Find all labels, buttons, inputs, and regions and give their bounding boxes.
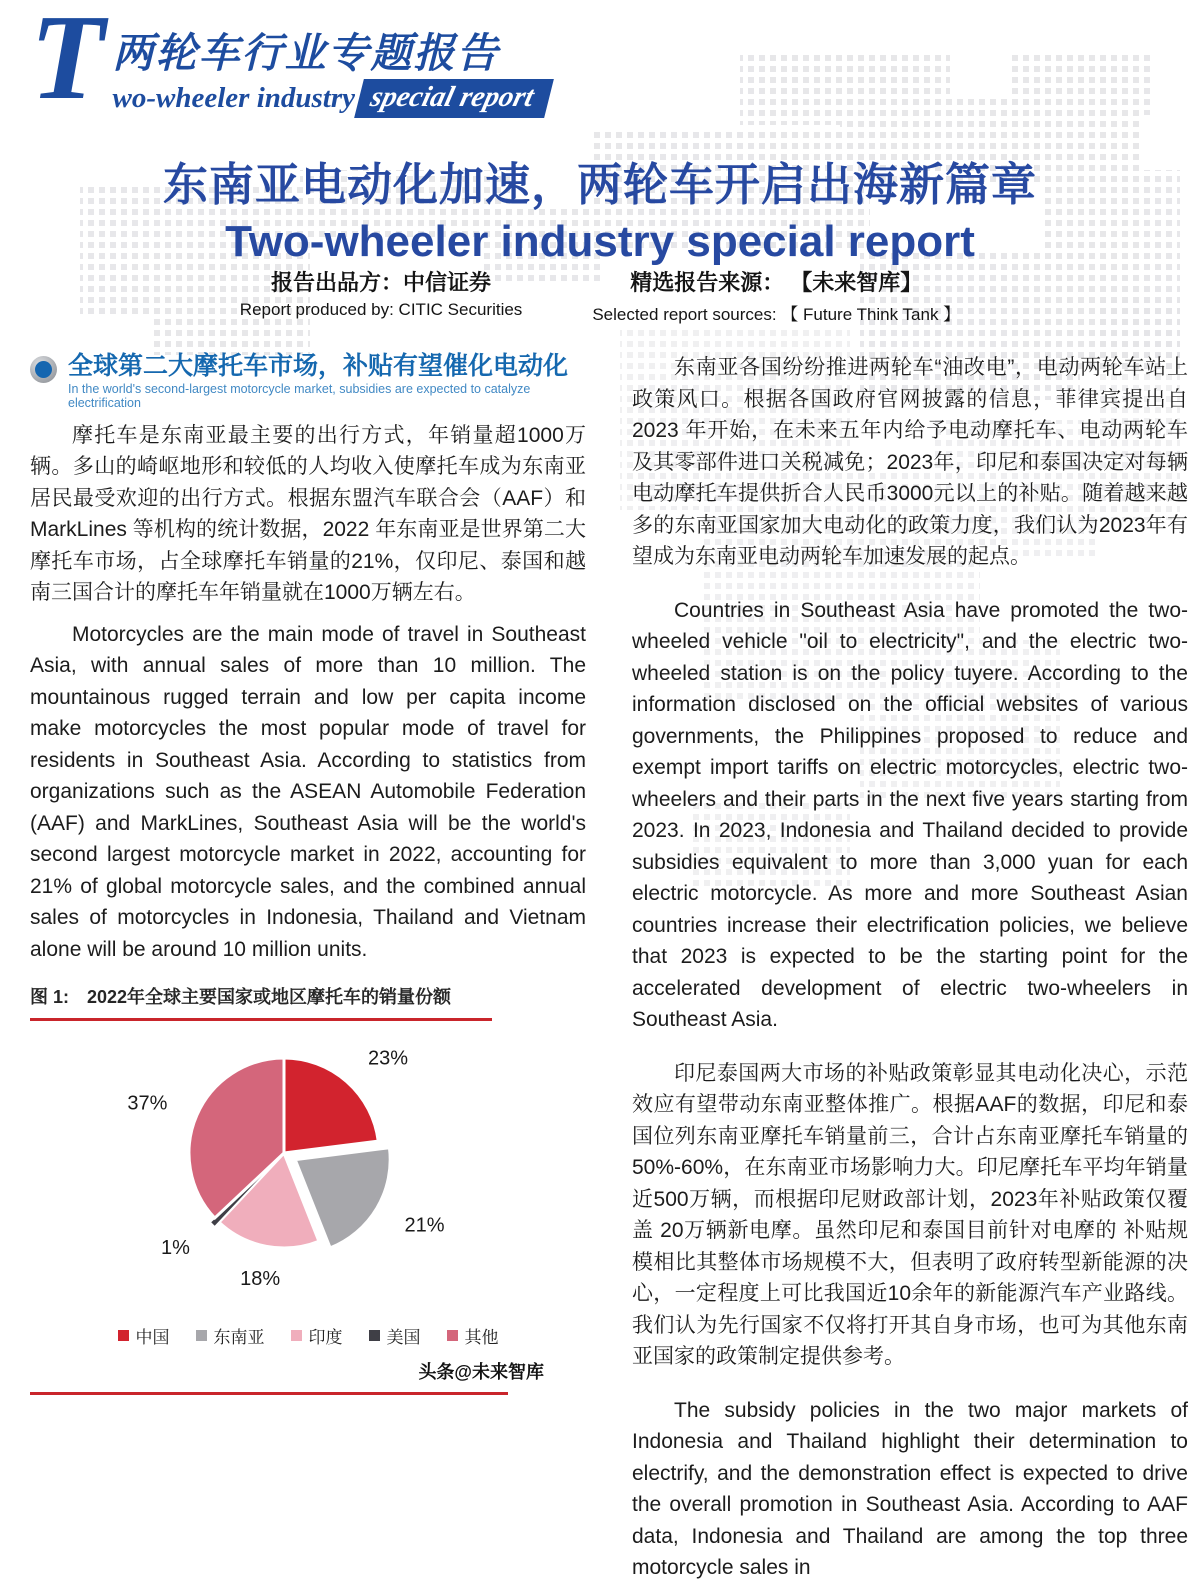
legend-label: 美国 <box>386 1328 421 1348</box>
legend-label: 东南亚 <box>213 1328 265 1348</box>
legend-swatch-icon <box>196 1330 207 1341</box>
legend-swatch-icon <box>447 1330 458 1341</box>
pie-chart <box>34 1027 534 1323</box>
source-label-cn: 精选报告来源： 【未来智库】 <box>630 270 923 295</box>
producer-label-en: Report produced by: CITIC Securities <box>239 300 523 319</box>
pie-value-label: 37% <box>127 1092 168 1115</box>
legend-item-3 <box>369 1323 421 1348</box>
section-header <box>30 352 586 410</box>
section-bullet-dot-icon <box>35 361 52 378</box>
legend-item-1 <box>196 1323 265 1348</box>
figure-credit: 头条@未来智库 <box>418 1362 544 1383</box>
figure-caption-rule <box>30 1018 492 1021</box>
section-header-text <box>68 352 586 410</box>
legend-item-2 <box>291 1323 343 1348</box>
page-title-en: Two-wheeler industry special report <box>225 217 975 266</box>
report-logo <box>30 0 549 125</box>
legend-swatch-icon <box>291 1330 302 1341</box>
right-paragraph1-cn: 东南亚各国纷纷推进两轮车“油改电”，电动两轮车站上政策风口。根据各国政府官网披露的信息，菲律宾提出自2023 年开始，在未来五年内给予电动摩托车、电动两轮车及其零部件进口关税减免；2023年，印尼和泰国决定对每辆电动摩托车提供折合人民币3000元以上的补贴。随着越来越多的东南亚国家加大电动化的政策力度，我们认为2023年有望成为东南亚电动两轮车加速发展的起点。 <box>632 356 1188 568</box>
right-paragraph2-en: The subsidy policies in the two major markets of Indonesia and Thailand highlight their determination to electrify, and the demonstration effect is expected to drive the overall promotion in Southeast Asia. According to AAF data, Indonesia and Thailand are among the top three motorcycle sales in <box>632 1398 1188 1579</box>
legend-item-0 <box>118 1323 170 1348</box>
title-block <box>0 148 1200 267</box>
logo-subtitle-row <box>113 79 549 118</box>
report-producer <box>240 266 523 325</box>
logo-subtitle-en: wo-wheeler industry <box>112 82 356 114</box>
producer-label-cn: 报告出品方：中信证券 <box>271 270 492 295</box>
right-column <box>632 352 1188 1584</box>
left-column <box>30 352 586 1395</box>
logo-badge-label: special report <box>367 81 538 113</box>
pie-value-label: 23% <box>367 1047 409 1070</box>
legend-label: 印度 <box>308 1328 343 1348</box>
pie-value-label: 1% <box>161 1237 190 1260</box>
legend-swatch-icon <box>369 1330 380 1341</box>
left-paragraph-en: Motorcycles are the main mode of travel in Southeast Asia, with annual sales of more than 10 million. The mountainous rugged terrain and low per capita income make motorcycles the most popular mode of travel for residents in Southeast Asia. According to statistics from organizations such as the ASEAN Automobile Federation (AAF) and MarkLines, Southeast Asia will be the world's second largest motorcycle market in 2022, accounting for 21% of global motorcycle sales, and the combined annual sales of motorcycles in Indonesia, Thailand and Vietnam alone will be around 10 million units. <box>30 622 586 961</box>
left-paragraph-cn: 摩托车是东南亚最主要的出行方式，年销量超1000万辆。多山的崎岖地形和较低的人均收入使摩托车成为东南亚居民最受欢迎的出行方式。根据东盟汽车联合会（AAF）和MarkLines 等机构的统计数据，2022 年东南亚是世界第二大摩托车市场，占全球摩托车销量的21%，仅印尼、泰国和越南三国合计的摩托车年销量就在1000万辆左右。 <box>30 423 586 605</box>
right-paragraph1-en: Countries in Southeast Asia have promoted the two-wheeled vehicle "oil to electricity", and the electric two-wheeled station is on the policy tuyere. According to the information disclosed on the official websites of various governments, the Philippines proposed to reduce and exempt import tariffs on electric motorcycles, electric two-wheelers and their parts in the next five years starting from 2023. In 2023, Indonesia and Thailand decided to provide subsidies equivalent to more than 3,000 yuan for each electric motorcycle. As more and more Southeast Asian countries increase their electrification policies, we believe that 2023 is expected to be the starting point for the accelerated development of electric two-wheelers in Southeast Asia. <box>632 598 1188 1031</box>
logo-letter-t: T <box>30 0 105 125</box>
source-label-en: Selected report sources: 【 Future Think Tank 】 <box>592 305 961 324</box>
right-paragraph2-cn: 印尼泰国两大市场的补贴政策彰显其电动化决心，示范效应有望带动东南亚整体推广。根据AAF的数据，印尼和泰国位列东南亚摩托车销量前三，合计占东南亚摩托车销量的50%-60%，在东南亚市场影响力大。印尼摩托车平均年销量近500万辆，而根据印尼财政部计划，2023年补贴政策仅覆盖 20万辆新电摩。虽然印尼和泰国目前针对电摩的 补贴规模相比其整体市场规模不大，但表明了政府转型新能源的决心，一定程度上可比我国近10余年的新能源汽车产业路线。我们认为先行国家不仅将打开其自身市场，也可为其他东南亚国家的政策制定提供参考。 <box>632 1061 1188 1368</box>
producer-row <box>0 266 1200 325</box>
page-title-cn: 东南亚电动化加速，两轮车开启出海新篇章 <box>162 159 1037 210</box>
figure-1 <box>30 983 586 1395</box>
pie-legend <box>30 1323 586 1348</box>
logo-text-block <box>113 8 549 118</box>
pie-slice-0 <box>284 1058 378 1153</box>
logo-title-cn: 两轮车行业专题报告 <box>112 30 500 76</box>
section-title: 全球第二大摩托车市场，补贴有望催化电动化 <box>68 352 569 380</box>
report-source <box>592 266 960 325</box>
logo-badge <box>354 79 554 118</box>
legend-label: 其他 <box>464 1328 499 1348</box>
section-subtitle: In the world's second-largest motorcycle market, subsidies are expected to catalyze electrification <box>68 381 531 410</box>
legend-item-4 <box>447 1323 499 1348</box>
pie-value-label: 21% <box>404 1214 445 1237</box>
legend-swatch-icon <box>118 1330 129 1341</box>
pie-value-label: 18% <box>240 1268 281 1291</box>
figure-caption-title: 2022年全球主要国家或地区摩托车的销量份额 <box>87 987 452 1008</box>
figure-bottom-rule <box>30 1392 508 1395</box>
figure-caption-label: 图 1: <box>30 987 70 1008</box>
legend-label: 中国 <box>135 1328 170 1348</box>
figure-caption <box>30 983 586 1009</box>
section-bullet-icon <box>30 356 57 383</box>
